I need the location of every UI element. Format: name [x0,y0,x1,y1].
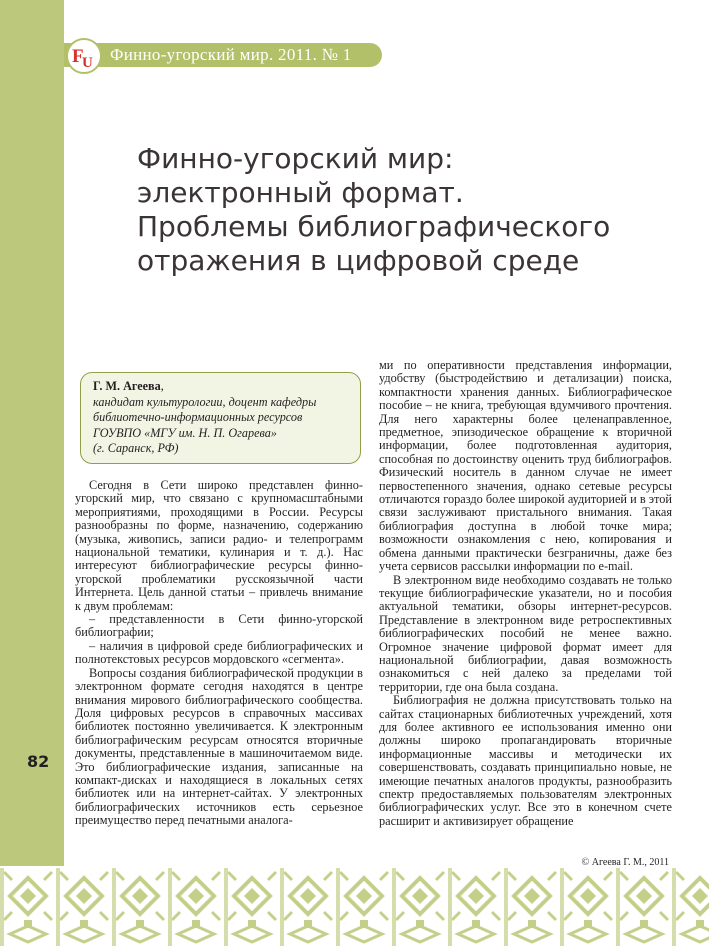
title-line: отражения в цифровой среде [137,244,580,277]
page-number: 82 [27,752,50,771]
fu-logo-icon [66,38,102,74]
author-affiliation-line: библиотечно-информационных ресурсов [93,410,303,424]
article-title [137,142,677,278]
author-name-suffix: , [160,379,164,393]
body-column-left [75,479,363,828]
body-paragraph: – наличия в цифровой среде библиографических и полнотекстовых ресурсов мордовского «сегмента». [75,638,363,667]
body-paragraph: Вопросы создания библиографической продукции в электронном формате сегодня находятся в центре внимания мирового библиографического сообщества. Доля цифровых ресурсов в справочных массивах библиотек постоянно увеличивается. К электронным библиографическим ресурсам относятся вторичные документы, представленные в машиночитаемом виде. Это библиографические издания, записанные на компакт-дисках и находящиеся в локальных сетях библиотек или на интернет-сайтах. У электронных библиографических источников есть серьезное преимущество перед печатными аналога- [75,665,363,828]
title-line: электронный формат. [137,176,464,209]
body-paragraph: Сегодня в Сети широко представлен финно-угорский мир, что связано с крупномасштабными мероприятиями, проходящими в России. Ресурсы разнообразны по форме, назначению, содержанию (музыка, живопись, записи радио- и телепрограмм национальной тематики, кулинария и т. д.). Нас интересуют библиографические ресурсы финно-угорской проблематики русскоязычной части Интернета. Цель данной статьи – привлечь внимание к двум проблемам: [75,478,363,613]
author-affiliation-line: (г. Саранск, РФ) [93,441,179,455]
folk-ornament-border [0,868,709,946]
body-column-right [379,359,672,828]
svg-text:F: F [72,46,84,67]
green-sidebar [0,0,64,866]
author-name: Г. М. Агеева [93,379,161,393]
author-affiliation-line: кандидат культурологии, доцент кафедры [93,394,317,409]
title-line: Финно-угорский мир: [137,142,454,175]
body-paragraph: ми по оперативности представления информации, удобству (быстродействию и детализации) поиска, компактности хранения данных. Библиографическое пособие – не книга, требующая вдумчивого прочтения. Для него характерны более целенаправленное, предметное, эпизодическое обращение к вторичной информации, более подготовленная аудитория, способная по достоинству оценить труд библиографов. Физический носитель в данном случае не имеет первостепенного значения, однако сетевые ресурсы отличаются гораздо более широкой аудиторией и в этой связи заслуживают пристального внимания. Такая библиография доступна в любой точке мира; возможности ознакомления с нею, копирования и обмена данными практически безграничны, даже без учета сервисов рассылки информации по e-mail. [379,358,672,574]
journal-title: Финно-угорский мир. 2011. № 1 [110,45,352,64]
title-line: Проблемы библиографического [137,210,611,243]
copyright-notice: © Агеева Г. М., 2011 [581,857,669,868]
body-paragraph: – представленности в Сети финно-угорской библиографии; [75,612,363,640]
author-affiliation-line: ГОУВПО «МГУ им. Н. П. Огарева» [93,425,277,440]
svg-text:U: U [82,55,93,71]
author-info-box [80,372,361,464]
body-paragraph: В электронном виде необходимо создавать не только текущие библиографические указатели, но и пособия актуальной тематики, обзоры интернет-ресурсов. Представление в электронном виде ретроспективных библиографических пособий не менее важно. Огромное значение цифровой формат имеет для национальной библиографии, давая возможность ознакомиться с ней далеко за пределами той территории, где она была создана. [379,572,672,694]
body-paragraph: Библиография не должна присутствовать только на сайтах стационарных библиотечных учреждений, хотя для более активного ее использования именно они должны широко пропагандировать вторичные информационные массивы и методически их совершенствовать, создавать принципиально новые, не имеющие печатных аналогов продукты, разнообразить спектр предоставляемых пользователям электронных библиографических услуг. Все это в конечном счете расширит и активизирует обращение [379,693,672,828]
